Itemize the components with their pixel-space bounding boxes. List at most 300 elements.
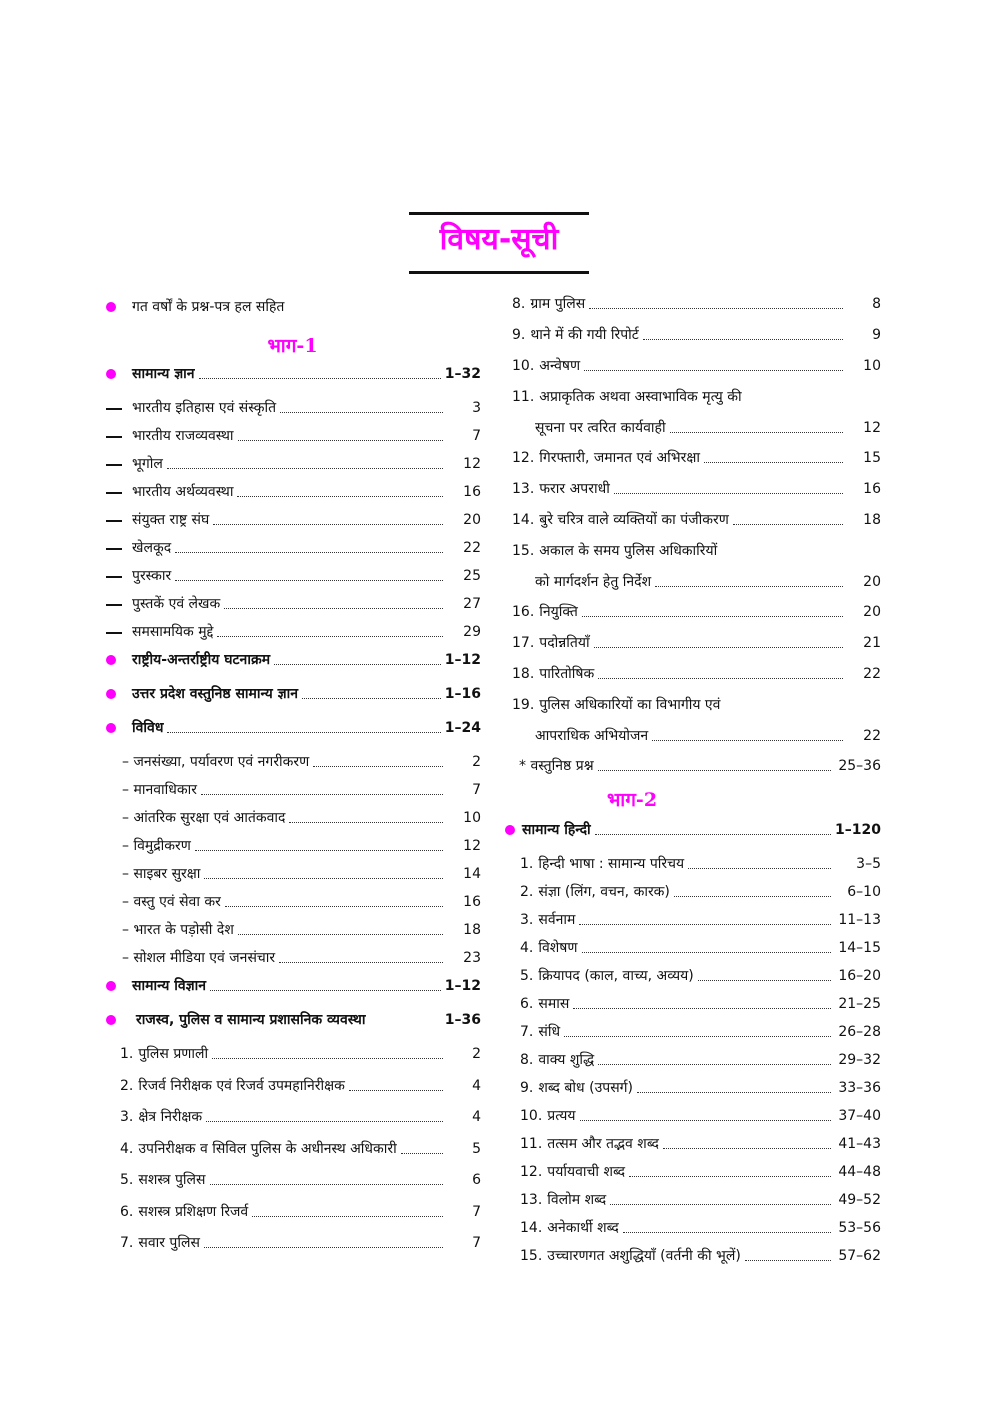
dot-leader [237, 495, 443, 497]
page-number: 11–13 [838, 912, 881, 928]
toc-entry[interactable] [503, 1162, 881, 1190]
indent [104, 864, 122, 884]
entry-title: सूचना पर त्वरित कार्यवाही [535, 420, 666, 436]
toc-entry[interactable] [104, 566, 481, 594]
toc-entry [503, 541, 881, 572]
entry-title: पर्यायवाची शब्द [547, 1164, 626, 1180]
page-number: 16 [463, 894, 481, 910]
item-number: 14. [512, 512, 535, 528]
toc-entry[interactable] [104, 892, 481, 920]
toc-entry [503, 387, 881, 418]
page-number: 49–52 [838, 1192, 881, 1208]
toc-entry[interactable] [503, 994, 881, 1022]
indent [104, 752, 122, 772]
indent [503, 387, 512, 407]
toc-entry[interactable] [104, 1076, 481, 1108]
toc-entry[interactable] [104, 752, 481, 780]
dash-icon [106, 492, 122, 494]
entry-title: उपनिरीक्षक व सिविल पुलिस के अधीनस्थ अधिकारी [138, 1140, 397, 1157]
dot-leader [167, 467, 443, 469]
title-bottom-rule [409, 271, 589, 274]
indent [503, 1050, 520, 1070]
page-number: 1–12 [444, 978, 481, 994]
toc-entry[interactable] [104, 864, 481, 892]
indent [503, 572, 535, 592]
page-number: 37–40 [838, 1108, 881, 1124]
toc-entry[interactable] [104, 510, 481, 538]
entry-title: आपराधिक अभियोजन [535, 728, 649, 744]
indent [104, 780, 122, 800]
indent [104, 1202, 120, 1222]
toc-entry[interactable] [503, 1022, 881, 1050]
page-number: 41–43 [838, 1136, 881, 1152]
toc-entry[interactable] [503, 325, 881, 356]
toc-entry[interactable] [104, 1044, 481, 1076]
page-number: 1–32 [444, 366, 481, 382]
dash-icon [106, 436, 122, 438]
toc-entry[interactable] [503, 1078, 881, 1106]
entry-title: पुलिस प्रणाली [138, 1046, 209, 1062]
dash-icon-holder [104, 454, 132, 474]
toc-entry[interactable] [503, 1190, 881, 1218]
page-number: 1–24 [444, 720, 481, 736]
entry-title: गत वर्षों के प्रश्न-पत्र हल सहित [132, 299, 285, 315]
bullet-icon-holder [104, 1010, 136, 1030]
page-number: 6 [472, 1172, 481, 1188]
toc-entry[interactable] [104, 1139, 481, 1171]
dash-icon [106, 548, 122, 550]
toc-entry[interactable] [104, 622, 481, 650]
toc-entry[interactable] [104, 594, 481, 622]
indent [503, 726, 535, 746]
dash-icon-holder [104, 426, 132, 446]
dash-icon-holder [104, 594, 132, 614]
bullet-icon [106, 302, 116, 312]
page-number: 6–10 [847, 884, 881, 900]
dot-leader [204, 877, 443, 879]
page-number: 2 [472, 1046, 481, 1062]
dot-leader [610, 1203, 831, 1205]
item-number: 8. [520, 1052, 534, 1068]
dot-leader [582, 951, 831, 953]
entry-title: क्रियापद (काल, वाच्य, अव्यय) [538, 968, 694, 984]
toc-entry[interactable] [104, 482, 481, 510]
page-number: 25 [463, 568, 481, 584]
entry-title: खेलकूद [132, 540, 172, 556]
entry-title: पारितोषिक [539, 666, 595, 682]
bullet-icon [106, 723, 116, 733]
toc-entry[interactable] [503, 479, 881, 510]
indent [503, 294, 512, 314]
entry-title: फरार अपराधी [539, 481, 610, 497]
entry-title: क्षेत्र निरीक्षक [138, 1109, 203, 1125]
dot-leader [252, 1215, 443, 1217]
item-number: 5. [120, 1172, 134, 1188]
page-number: 29–32 [838, 1052, 881, 1068]
indent [503, 602, 512, 622]
dash-icon-holder [104, 538, 132, 558]
entry-title: समसामयिक मुद्दे [132, 624, 214, 640]
item-number: 10. [520, 1108, 543, 1124]
toc-entry[interactable] [104, 1170, 481, 1202]
item-number: 12. [520, 1164, 543, 1180]
bullet-icon-holder [104, 650, 132, 670]
dot-leader [670, 431, 843, 433]
dot-leader [663, 1147, 831, 1149]
dot-leader [595, 833, 831, 835]
dot-leader [210, 989, 441, 991]
toc-entry[interactable] [104, 398, 481, 426]
page-number: 3 [472, 400, 481, 416]
dot-leader [698, 979, 831, 981]
entry-title: – सोशल मीडिया एवं जनसंचार [122, 950, 276, 966]
dot-leader [210, 1183, 443, 1185]
entry-title: बुरे चरित्र वाले व्यक्तियों का पंजीकरण [539, 512, 729, 528]
toc-entry[interactable] [503, 938, 881, 966]
dot-leader [313, 765, 443, 767]
dot-leader [225, 905, 443, 907]
indent [503, 633, 512, 653]
page-number: 53–56 [838, 1220, 881, 1236]
indent [104, 1233, 120, 1253]
page-title: विषय-सूची [439, 222, 559, 257]
toc-entry[interactable] [503, 1106, 881, 1134]
right-column [503, 294, 881, 1274]
toc-entry[interactable] [503, 966, 881, 994]
toc-entry[interactable] [104, 920, 481, 948]
page-number: 1–120 [835, 822, 881, 838]
toc-entry[interactable] [104, 1202, 481, 1234]
item-number: 9. [512, 327, 526, 343]
dot-leader [289, 821, 443, 823]
entry-title: सामान्य ज्ञान [132, 366, 195, 382]
dot-leader [279, 961, 443, 963]
entry-title: अकाल के समय पुलिस अधिकारियों [539, 543, 718, 559]
indent [503, 510, 512, 530]
dot-leader [598, 677, 843, 679]
toc-entry[interactable] [503, 664, 881, 695]
item-number: 13. [512, 481, 535, 497]
toc-entry[interactable] [503, 448, 881, 479]
item-number: 12. [512, 450, 535, 466]
entry-title: – आंतरिक सुरक्षा एवं आतंकवाद [122, 810, 286, 826]
entry-title: अनेकार्थी शब्द [547, 1220, 619, 1236]
toc-entry[interactable] [104, 454, 481, 482]
toc-entry[interactable] [104, 364, 481, 398]
item-number: 9. [520, 1080, 534, 1096]
entry-title: विविध [132, 720, 164, 736]
item-number: 6. [120, 1203, 134, 1220]
entry-title: राष्ट्रीय-अन्तर्राष्ट्रीय घटनाक्रम [132, 652, 271, 668]
toc-entry[interactable] [503, 1246, 881, 1274]
entry-title: भारतीय अर्थव्यवस्था [132, 484, 234, 500]
indent [503, 938, 520, 958]
indent [503, 1190, 520, 1210]
page-number: 18 [463, 922, 481, 938]
page-number: 10 [863, 358, 881, 374]
page-number: 7 [472, 1203, 481, 1220]
dot-leader [238, 439, 443, 441]
dash-icon-holder [104, 398, 132, 418]
toc-entry[interactable] [503, 1050, 881, 1078]
toc-entry[interactable] [503, 418, 881, 448]
item-number: 1. [120, 1046, 134, 1062]
entry-title: – भारत के पड़ोसी देश [122, 922, 234, 938]
entry-title: * वस्तुनिष्ठ प्रश्न [519, 758, 594, 774]
page-number: 3–5 [856, 856, 881, 872]
item-number: 3. [520, 912, 534, 928]
entry-title: भूगोल [132, 456, 163, 472]
indent [104, 1170, 120, 1190]
indent [503, 910, 520, 930]
entry-title: सवार पुलिस [138, 1235, 200, 1251]
bullet-icon [106, 689, 116, 699]
page-number: 14 [463, 866, 481, 882]
dash-icon-holder [104, 510, 132, 530]
dot-leader [195, 849, 443, 851]
toc-entry[interactable] [503, 910, 881, 938]
page-number: 7 [472, 782, 481, 798]
bullet-icon-holder [104, 364, 132, 384]
toc-entry[interactable] [104, 718, 481, 752]
indent [503, 479, 512, 499]
item-number: 11. [520, 1136, 543, 1152]
dash-icon [106, 464, 122, 466]
page-number: 12 [463, 838, 481, 854]
page-number: 9 [872, 327, 881, 343]
toc-entry[interactable] [503, 726, 881, 756]
toc-entry[interactable] [503, 756, 881, 784]
entry-title: समास [538, 996, 570, 1012]
toc-entry[interactable] [503, 1218, 881, 1246]
entry-title: विशेषण [538, 940, 578, 956]
page-number: 57–62 [838, 1248, 881, 1264]
dot-leader [238, 933, 443, 935]
toc-entry[interactable] [503, 356, 881, 387]
page-number: 16 [863, 481, 881, 497]
dot-leader [280, 411, 443, 413]
toc-entry[interactable] [104, 1233, 481, 1265]
entry-title: वाक्य शुद्धि [538, 1052, 595, 1068]
toc-entry[interactable] [104, 426, 481, 454]
dash-icon [106, 408, 122, 410]
toc-entry[interactable] [503, 633, 881, 664]
entry-title: पुलिस अधिकारियों का विभागीय एवं [539, 697, 721, 713]
toc-entry[interactable] [104, 976, 481, 1010]
indent [503, 325, 512, 345]
page-number: 16 [463, 484, 481, 500]
toc-entry[interactable] [104, 948, 481, 976]
dot-leader [704, 461, 843, 463]
entry-title: – मानवाधिकार [122, 782, 197, 798]
dot-leader [175, 579, 443, 581]
dash-icon [106, 604, 122, 606]
section-heading: भाग-1 [267, 335, 318, 357]
bullet-icon-holder [104, 684, 132, 704]
indent [503, 756, 519, 776]
item-number: 5. [520, 968, 534, 984]
indent [104, 1107, 120, 1127]
dash-icon [106, 520, 122, 522]
bullet-icon [106, 655, 116, 665]
toc-entry[interactable] [503, 572, 881, 602]
toc-entry [104, 297, 481, 330]
dash-icon-holder [104, 566, 132, 586]
page-number: 7 [472, 428, 481, 444]
item-number: 14. [520, 1220, 543, 1236]
item-number: 1. [520, 856, 534, 872]
entry-title: गिरफ्तारी, जमानत एवं अभिरक्षा [539, 450, 701, 466]
page-number: 23 [463, 950, 481, 966]
dot-leader [745, 1259, 831, 1261]
item-number: 17. [512, 635, 535, 651]
item-number: 10. [512, 358, 535, 374]
entry-title: – साइबर सुरक्षा [122, 866, 201, 882]
dot-leader [401, 1152, 443, 1154]
dot-leader [614, 492, 843, 494]
dot-leader [302, 697, 441, 699]
dot-leader [688, 867, 831, 869]
page-number: 29 [463, 624, 481, 640]
dot-leader [573, 1007, 831, 1009]
toc-entry[interactable] [104, 684, 481, 718]
entry-title: ग्राम पुलिस [530, 296, 586, 312]
dot-leader [369, 1024, 440, 1025]
item-number: 8. [512, 296, 526, 312]
entry-title: तत्सम और तद्भव शब्द [547, 1136, 659, 1152]
item-number: 7. [120, 1235, 134, 1251]
indent [104, 1044, 120, 1064]
toc-entry[interactable] [503, 1134, 881, 1162]
dot-leader [629, 1175, 831, 1177]
entry-title: सशस्त्र पुलिस [138, 1172, 206, 1188]
indent [503, 1162, 520, 1182]
entry-title: पुस्तकें एवं लेखक [132, 596, 221, 612]
entry-title: भारतीय राजव्यवस्था [132, 428, 234, 444]
bullet-icon [106, 1015, 116, 1025]
indent [503, 882, 520, 902]
dot-leader [655, 585, 843, 587]
left-column [104, 297, 481, 1265]
dot-leader [589, 307, 843, 309]
item-number: 6. [520, 996, 534, 1012]
indent [503, 695, 512, 715]
toc-entry[interactable] [503, 510, 881, 541]
dash-icon-holder [104, 482, 132, 502]
item-number: 4. [120, 1140, 134, 1157]
dot-leader [652, 739, 843, 741]
page-number: 20 [463, 512, 481, 528]
dot-leader [199, 377, 441, 379]
page-number: 12 [863, 420, 881, 436]
dot-leader [175, 551, 443, 553]
dot-leader [213, 523, 443, 525]
page-number: 16–20 [838, 968, 881, 984]
dot-leader [598, 1063, 831, 1065]
indent [503, 1022, 520, 1042]
page-number: 2 [472, 754, 481, 770]
entry-title: संधि [538, 1024, 561, 1040]
entry-title: को मार्गदर्शन हेतु निर्देश [535, 574, 652, 590]
toc-entry[interactable] [104, 538, 481, 566]
page-number: 21 [863, 635, 881, 651]
entry-title: उत्तर प्रदेश वस्तुनिष्ठ सामान्य ज्ञान [132, 686, 299, 702]
indent [503, 1078, 520, 1098]
page-number: 7 [472, 1235, 481, 1251]
indent [503, 418, 535, 438]
item-number: 18. [512, 666, 535, 682]
indent [104, 808, 122, 828]
page-number: 25–36 [838, 758, 881, 774]
toc-entry[interactable] [503, 820, 881, 854]
dot-leader [643, 338, 843, 340]
entry-title: संयुक्त राष्ट्र संघ [132, 512, 210, 528]
page-number: 1–16 [444, 686, 481, 702]
indent [503, 966, 520, 986]
entry-title: – जनसंख्या, पर्यावरण एवं नगरीकरण [122, 754, 310, 770]
indent [503, 448, 512, 468]
page-number: 10 [463, 810, 481, 826]
toc-entry[interactable] [503, 602, 881, 633]
entry-title: हिन्दी भाषा : सामान्य परिचय [538, 856, 685, 872]
toc-entry[interactable] [104, 1107, 481, 1139]
bullet-icon-holder [104, 976, 132, 996]
entry-title: संज्ञा (लिंग, वचन, कारक) [538, 884, 670, 900]
item-number: 13. [520, 1192, 543, 1208]
dot-leader [224, 607, 443, 609]
dash-icon-holder [104, 622, 132, 642]
dash-icon [106, 632, 122, 634]
page-number: 4 [472, 1077, 481, 1094]
page-number: 27 [463, 596, 481, 612]
page-number: 22 [863, 728, 881, 744]
entry-title: उच्चारणगत अशुद्धियाँ (वर्तनी की भूलें) [547, 1248, 741, 1264]
item-number: 3. [120, 1109, 134, 1125]
toc-entry[interactable] [104, 1010, 481, 1044]
dot-leader [623, 1231, 831, 1233]
toc-entry[interactable] [104, 650, 481, 684]
bullet-icon-holder [104, 718, 132, 738]
toc-entry[interactable] [503, 854, 881, 882]
toc-entry[interactable] [503, 294, 881, 325]
entry-title: शब्द बोध (उपसर्ग) [538, 1080, 633, 1096]
entry-title: सामान्य विज्ञान [132, 978, 206, 994]
indent [104, 1076, 120, 1096]
entry-title: थाने में की गयी रिपोर्ट [530, 327, 639, 343]
entry-title: रिजर्व निरीक्षक एवं रिजर्व उपमहानिरीक्षक [138, 1077, 345, 1094]
page-number: 4 [472, 1109, 481, 1125]
page-number: 14–15 [838, 940, 881, 956]
page-number: 5 [472, 1140, 481, 1157]
indent [503, 1106, 520, 1126]
dot-leader [217, 635, 443, 637]
entry-title: पुरस्कार [132, 568, 172, 584]
dot-leader [594, 646, 843, 648]
page-number: 21–25 [838, 996, 881, 1012]
toc-entry[interactable] [104, 836, 481, 864]
dot-leader [582, 615, 843, 617]
indent [104, 948, 122, 968]
item-number: 11. [512, 389, 535, 405]
page-number: 20 [863, 604, 881, 620]
page-number: 20 [863, 574, 881, 590]
indent [503, 854, 520, 874]
item-number: 7. [520, 1024, 534, 1040]
entry-title: नियुक्ति [539, 604, 578, 620]
entry-title: अन्वेषण [539, 358, 581, 374]
toc-entry[interactable] [503, 882, 881, 910]
item-number: 15. [520, 1248, 543, 1264]
